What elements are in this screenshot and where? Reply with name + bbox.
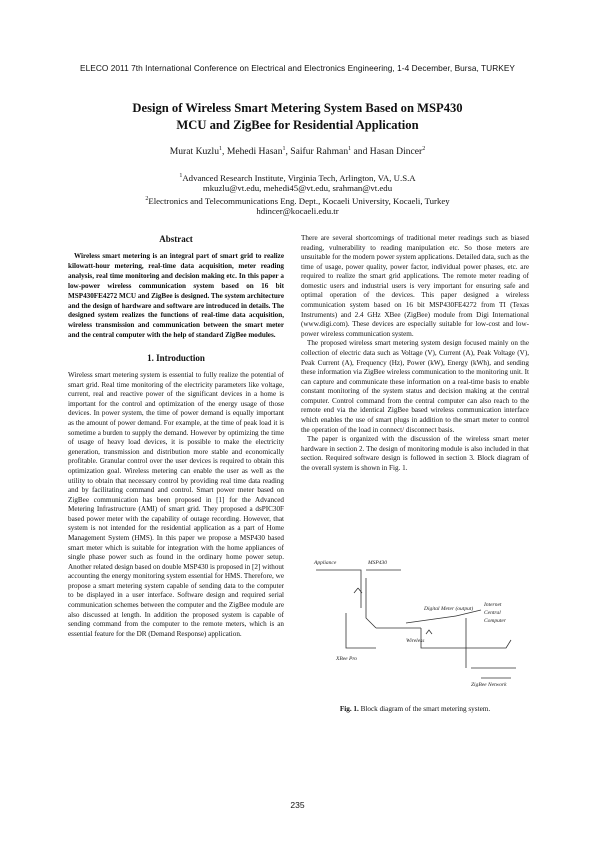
figure-label-digital-meter: Digital Meter (output) [424, 606, 474, 612]
author-name: Mehedi Hasan [226, 146, 283, 158]
author-name: Hasan Dincer [369, 146, 423, 158]
introduction-text: Wireless smart metering system is essential to fully realize the potential of smart grid. Real time monitoring of the electricity parameters like voltage, current, real and reactive power of the significant devices in a home is important for the control and optimization of the energy usage of those devices. In power system, the time of power demand is equally important as the amount of power demand. For example, at the time of peak load it is sometime a burden to supply the demand. However by optimizing the time of usage of heavy load devices, it is possible to make the electricity generation, transmission and distribution more stable and economically profitable. Granular control over the user devices is required to obtain this optimization goal. Wireless metering can enable the user as well as the utility to obtain that necessary control by providing real time data reading and by facilitating command and control. Smart power meter based on ZigBee communication has been proposed in [1] for the Advanced Metering Infrastructure (AMI) of smart grid. They proposed a dsPIC30F based power meter with the capability of outage recording. However, that system is not intended for the residential application as a part of Home Management System (HMS). In this paper we propose a MSP430 based smart meter which is suitable for integration with the home appliances of single phase power such as found in the ordinary home power setup. Another related design based on double MSP430 is proposed in [2] without accounting the energy monitoring system essential for HMS. Therefore, we propose a smart metering system capable of sending data to the computer to be displayed in a user interface. Software design and required serial communication schemes between the computer and the ZigBee module are also discussed at length. In addition the proposed system is capable of sending command from the computer to the remote meters, which is an essential feature for the DR (Demand Response) application. [68, 371, 284, 638]
figure-label-appliance: Appliance [314, 560, 337, 566]
affiliation-1-emails: mkuzlu@vt.edu, mehedi45@vt.edu, srahman@vt.edu [202, 183, 393, 193]
author-separator: , [222, 146, 227, 158]
figure-label-internet: Internet [484, 602, 502, 608]
page-number: 235 [290, 800, 305, 810]
author-affiliation-sup: 1 [219, 146, 223, 152]
paper-title [60, 100, 535, 134]
figure-caption [301, 705, 529, 713]
affiliation-1-sup: 1 [179, 173, 183, 179]
abstract-text: Wireless smart metering is an integral part of smart grid to realize kilowatt-hour metering, real-time data acquisition, meter reading analysis, real time monitoring and decision making etc. In this paper a low-power wireless communication system based on 16 bit MSP430FE4272 MCU and ZigBee is designed. The system architecture and the design of hardware and software are introduced in details. The designed system realizes the functions of real-time data acquisition, wireless transmission and communication between the smart meter and the central computer with the help of standard ZigBee modules. [68, 252, 284, 340]
right-column [301, 234, 529, 473]
author-name: Saifur Rahman [290, 146, 349, 158]
title-line-1: Design of Wireless Smart Metering System Based on MSP430 [132, 101, 463, 115]
figure-label-xbee-pro: XBee Pro [336, 656, 358, 662]
abstract-heading: Abstract [159, 234, 193, 244]
affiliation-2-emails: hdincer@kocaeli.edu.tr [256, 206, 339, 216]
title-line-2: MCU and ZigBee for Residential Application [176, 118, 419, 132]
introduction-heading: 1. Introduction [147, 353, 205, 364]
paragraph-proposed-system: The proposed wireless smart metering system design focused mainly on the collection of electric data such as Voltage (V), Current (A), Peak Voltage (V), Peak Current (A), Frequency (Hz), Power (kW), Energy (kWh), and sending these information via ZigBee wireless communication to the monitoring unit. It can capture and communicate these information on a real-time basis to enable constant monitoring of the system status and decision making at the central computer. Control command from the central computer can also reach to the remote end via the identical ZigBee based wireless communication interface which enables the use of smart plugs in addition to the smart meter to control the operation of the load in connect/ disconnect basis. [301, 339, 529, 434]
author-affiliation-sup: 1 [348, 146, 352, 152]
conference-header: ELECO 2011 7th International Conference on Electrical and Electronics Engineering, 1-4 December, Bursa, TURKEY [79, 63, 516, 73]
figure-label-zigbee-network: ZigBee Network [471, 682, 507, 688]
author-affiliation-sup: 2 [422, 146, 426, 152]
left-column [68, 234, 284, 639]
affiliation-2-text: Electronics and Telecommunications Eng. Dept., Kocaeli University, Kocaeli, Turkey [148, 195, 450, 206]
author-separator: , [285, 146, 291, 158]
author-separator: and [351, 146, 370, 158]
figure-label-central: Central [484, 610, 501, 616]
figure-label-computer: Computer [484, 618, 506, 624]
author-name: Murat Kuzlu [169, 146, 220, 158]
figure-label-msp430: MSP430 [368, 560, 387, 566]
figure-label-wireless: Wireless [406, 638, 425, 644]
affiliation-2-sup: 2 [145, 196, 149, 202]
block-diagram-figure [306, 548, 526, 698]
figure-caption-label: Fig. 1. [339, 705, 359, 713]
figure-caption-text: Block diagram of the smart metering system. [358, 705, 491, 713]
author-list [60, 146, 535, 157]
author-affiliation-sup: 1 [282, 146, 286, 152]
affiliation-1-text: Advanced Research Institute, Virginia Tech, Arlington, VA, U.S.A [182, 172, 416, 183]
paragraph-organization: The paper is organized with the discussion of the wireless smart meter hardware in section 2. The design of monitoring module is also included in that section. Required software design is followed in section 3. Block diagram of the overall system is shown in Fig. 1. [301, 435, 529, 472]
paragraph-shortcomings: There are several shortcomings of traditional meter readings such as biased reading, vulnerability to reading manipulation etc. So those meters are unsuitable for the modern power system applications. Detailed data, such as the time of usage, power quality, power factor, individual power phases, etc. are required to realize the smart grid applications. The remote meter reading of domestic users and industrial users is very important for ensuring safe and optimal operation of the devices. This paper designed a wireless communication system based on 16 bit MSP430FE4272 from TI (Texas Instruments) and 2.4 GHz XBee (ZigBee) module from Digi International (www.digi.com). These devices are especially suitable for low-cost and low-power wireless communication system. [301, 234, 529, 338]
